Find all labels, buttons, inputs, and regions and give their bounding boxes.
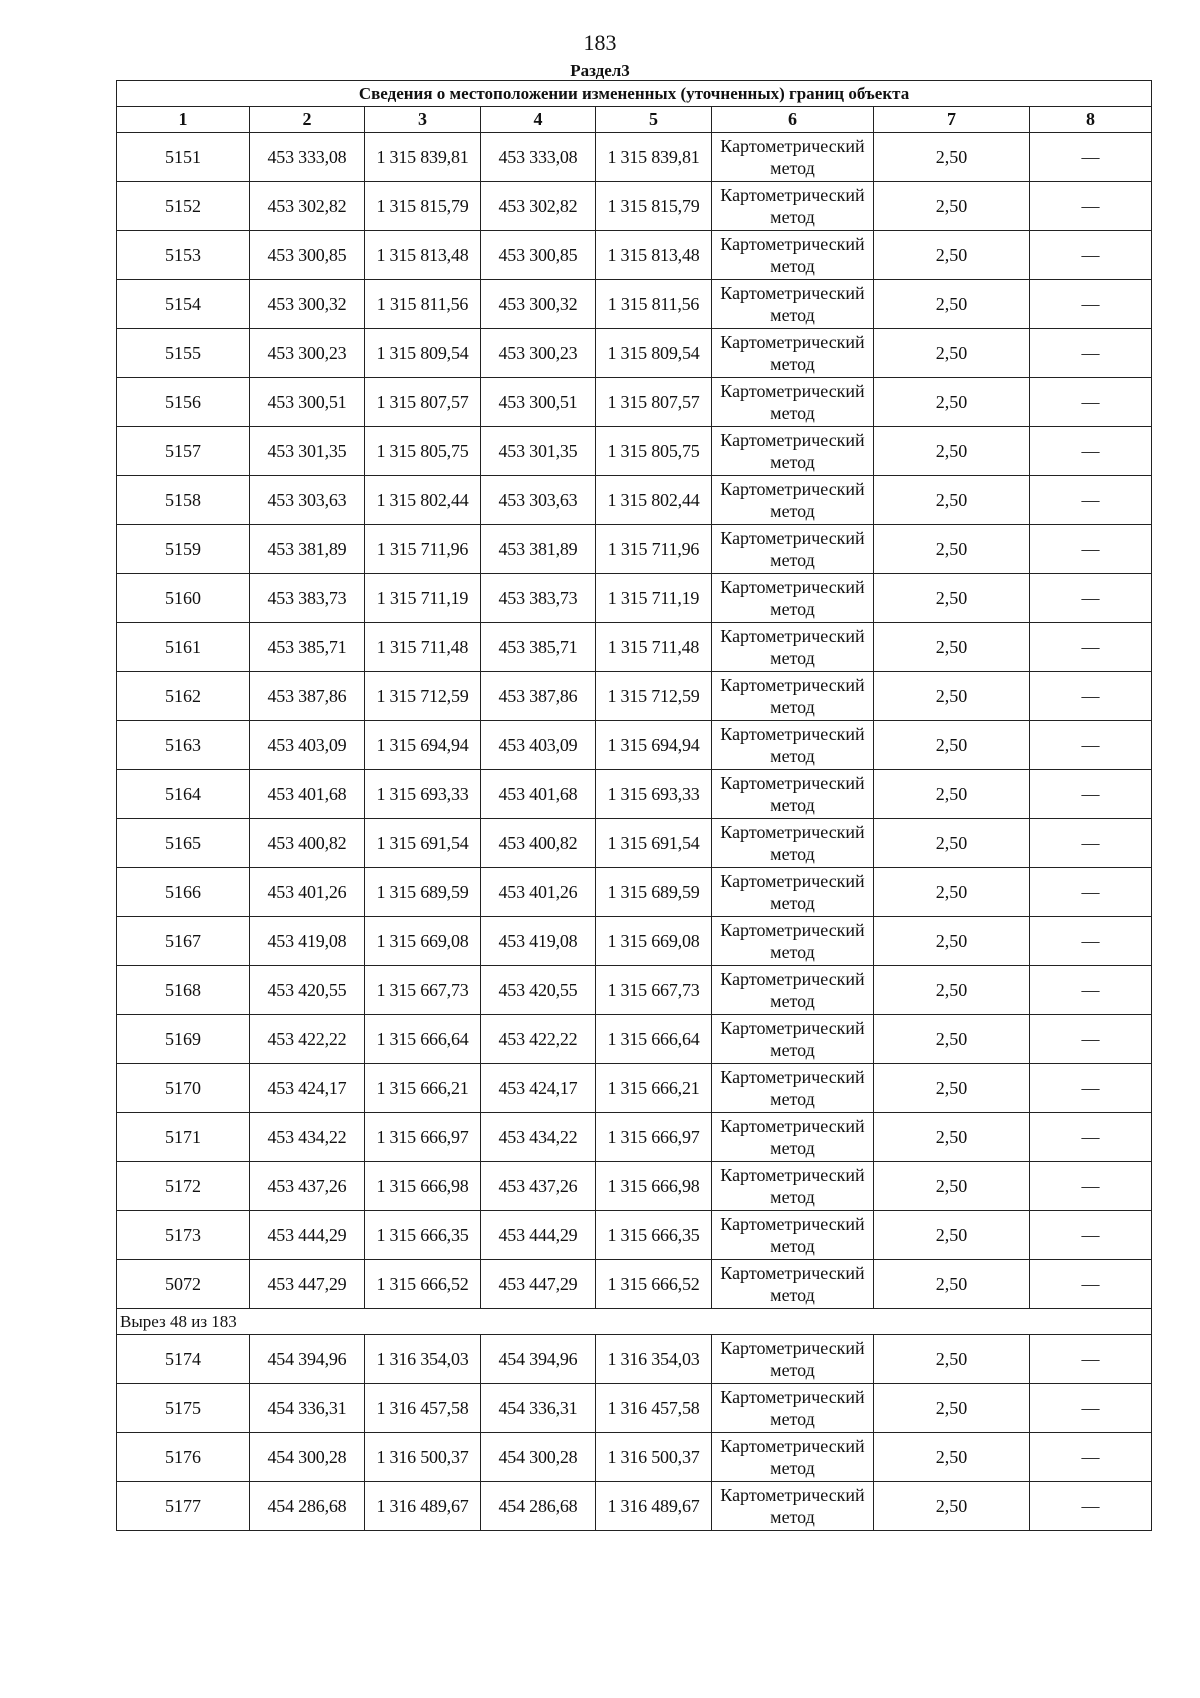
- method-cell: Картометрический метод: [712, 1433, 874, 1482]
- y-coordinate-cell: 1 315 809,54: [365, 329, 481, 378]
- point-number-cell: 5157: [117, 427, 250, 476]
- accuracy-cell: 2,50: [874, 182, 1030, 231]
- point-number-cell: 5151: [117, 133, 250, 182]
- column-header: 8: [1030, 107, 1152, 133]
- x-coordinate-cell: 453 300,51: [250, 378, 365, 427]
- accuracy-cell: 2,50: [874, 476, 1030, 525]
- method-cell: Картометрический метод: [712, 525, 874, 574]
- x-coordinate-new-cell: 453 300,32: [481, 280, 596, 329]
- x-coordinate-new-cell: 453 419,08: [481, 917, 596, 966]
- x-coordinate-cell: 453 300,23: [250, 329, 365, 378]
- note-cell: —: [1030, 329, 1152, 378]
- table-row: [117, 329, 1152, 378]
- accuracy-cell: 2,50: [874, 1384, 1030, 1433]
- section-title: Раздел3: [570, 61, 630, 80]
- method-cell: Картометрический метод: [712, 1482, 874, 1531]
- x-coordinate-cell: 454 286,68: [250, 1482, 365, 1531]
- x-coordinate-cell: 453 420,55: [250, 966, 365, 1015]
- column-header: 5: [596, 107, 712, 133]
- table-row: [117, 476, 1152, 525]
- table-row: [117, 231, 1152, 280]
- x-coordinate-new-cell: 453 420,55: [481, 966, 596, 1015]
- x-coordinate-cell: 453 444,29: [250, 1211, 365, 1260]
- column-header: 7: [874, 107, 1030, 133]
- table-row: [117, 427, 1152, 476]
- column-header: 3: [365, 107, 481, 133]
- y-coordinate-new-cell: 1 316 500,37: [596, 1433, 712, 1482]
- x-coordinate-new-cell: 453 303,63: [481, 476, 596, 525]
- accuracy-cell: 2,50: [874, 623, 1030, 672]
- column-header: 4: [481, 107, 596, 133]
- method-cell: Картометрический метод: [712, 231, 874, 280]
- method-cell: Картометрический метод: [712, 623, 874, 672]
- page-number: 183: [583, 30, 617, 55]
- column-header-row: [117, 107, 1152, 133]
- accuracy-cell: 2,50: [874, 1211, 1030, 1260]
- point-number-cell: 5164: [117, 770, 250, 819]
- note-cell: —: [1030, 378, 1152, 427]
- y-coordinate-cell: 1 316 489,67: [365, 1482, 481, 1531]
- note-cell: —: [1030, 574, 1152, 623]
- x-coordinate-new-cell: 453 401,26: [481, 868, 596, 917]
- y-coordinate-new-cell: 1 315 711,19: [596, 574, 712, 623]
- note-cell: —: [1030, 1335, 1152, 1384]
- x-coordinate-new-cell: 453 333,08: [481, 133, 596, 182]
- accuracy-cell: 2,50: [874, 917, 1030, 966]
- table-row: [117, 1482, 1152, 1531]
- x-coordinate-new-cell: 453 385,71: [481, 623, 596, 672]
- y-coordinate-new-cell: 1 315 666,64: [596, 1015, 712, 1064]
- y-coordinate-cell: 1 315 666,97: [365, 1113, 481, 1162]
- table-row: [117, 1260, 1152, 1309]
- x-coordinate-cell: 454 300,28: [250, 1433, 365, 1482]
- column-header: 2: [250, 107, 365, 133]
- table-body-group-2: [117, 1335, 1152, 1531]
- x-coordinate-cell: 454 336,31: [250, 1384, 365, 1433]
- y-coordinate-cell: 1 315 711,48: [365, 623, 481, 672]
- x-coordinate-new-cell: 453 302,82: [481, 182, 596, 231]
- point-number-cell: 5161: [117, 623, 250, 672]
- x-coordinate-cell: 453 301,35: [250, 427, 365, 476]
- method-cell: Картометрический метод: [712, 1335, 874, 1384]
- x-coordinate-cell: 453 385,71: [250, 623, 365, 672]
- note-cell: —: [1030, 1211, 1152, 1260]
- y-coordinate-cell: 1 315 669,08: [365, 917, 481, 966]
- table-row: [117, 1384, 1152, 1433]
- table-row: [117, 966, 1152, 1015]
- y-coordinate-cell: 1 315 805,75: [365, 427, 481, 476]
- x-coordinate-new-cell: 453 300,23: [481, 329, 596, 378]
- table-caption: Сведения о местоположении измененных (уточненных) границ объекта: [117, 81, 1152, 107]
- y-coordinate-new-cell: 1 316 457,58: [596, 1384, 712, 1433]
- y-coordinate-cell: 1 315 666,98: [365, 1162, 481, 1211]
- y-coordinate-cell: 1 315 693,33: [365, 770, 481, 819]
- x-coordinate-new-cell: 453 387,86: [481, 672, 596, 721]
- y-coordinate-cell: 1 316 500,37: [365, 1433, 481, 1482]
- y-coordinate-new-cell: 1 315 666,97: [596, 1113, 712, 1162]
- note-cell: —: [1030, 721, 1152, 770]
- point-number-cell: 5177: [117, 1482, 250, 1531]
- table-row: [117, 1064, 1152, 1113]
- x-coordinate-cell: 453 300,32: [250, 280, 365, 329]
- note-cell: —: [1030, 1433, 1152, 1482]
- subheading-row: [117, 1309, 1152, 1335]
- method-cell: Картометрический метод: [712, 1162, 874, 1211]
- point-number-cell: 5162: [117, 672, 250, 721]
- x-coordinate-cell: 453 303,63: [250, 476, 365, 525]
- point-number-cell: 5174: [117, 1335, 250, 1384]
- y-coordinate-cell: 1 315 802,44: [365, 476, 481, 525]
- y-coordinate-cell: 1 315 667,73: [365, 966, 481, 1015]
- accuracy-cell: 2,50: [874, 378, 1030, 427]
- note-cell: —: [1030, 427, 1152, 476]
- x-coordinate-new-cell: 453 403,09: [481, 721, 596, 770]
- x-coordinate-new-cell: 453 381,89: [481, 525, 596, 574]
- x-coordinate-cell: 453 403,09: [250, 721, 365, 770]
- table-row: [117, 1162, 1152, 1211]
- table-row: [117, 1433, 1152, 1482]
- y-coordinate-cell: 1 316 457,58: [365, 1384, 481, 1433]
- point-number-cell: 5152: [117, 182, 250, 231]
- accuracy-cell: 2,50: [874, 574, 1030, 623]
- subheading-body: [117, 1309, 1152, 1335]
- x-coordinate-cell: 453 333,08: [250, 133, 365, 182]
- x-coordinate-cell: 453 422,22: [250, 1015, 365, 1064]
- note-cell: —: [1030, 770, 1152, 819]
- point-number-cell: 5153: [117, 231, 250, 280]
- note-cell: —: [1030, 917, 1152, 966]
- y-coordinate-new-cell: 1 315 666,35: [596, 1211, 712, 1260]
- y-coordinate-new-cell: 1 316 354,03: [596, 1335, 712, 1384]
- point-number-cell: 5176: [117, 1433, 250, 1482]
- point-number-cell: 5160: [117, 574, 250, 623]
- method-cell: Картометрический метод: [712, 819, 874, 868]
- x-coordinate-new-cell: 453 447,29: [481, 1260, 596, 1309]
- y-coordinate-cell: 1 315 815,79: [365, 182, 481, 231]
- method-cell: Картометрический метод: [712, 476, 874, 525]
- table-row: [117, 819, 1152, 868]
- x-coordinate-new-cell: 453 300,51: [481, 378, 596, 427]
- method-cell: Картометрический метод: [712, 133, 874, 182]
- x-coordinate-cell: 453 447,29: [250, 1260, 365, 1309]
- table-row: [117, 182, 1152, 231]
- y-coordinate-new-cell: 1 315 839,81: [596, 133, 712, 182]
- method-cell: Картометрический метод: [712, 574, 874, 623]
- note-cell: —: [1030, 476, 1152, 525]
- accuracy-cell: 2,50: [874, 525, 1030, 574]
- method-cell: Картометрический метод: [712, 868, 874, 917]
- table-row: [117, 525, 1152, 574]
- accuracy-cell: 2,50: [874, 1433, 1030, 1482]
- y-coordinate-new-cell: 1 315 811,56: [596, 280, 712, 329]
- y-coordinate-new-cell: 1 315 802,44: [596, 476, 712, 525]
- y-coordinate-cell: 1 315 694,94: [365, 721, 481, 770]
- point-number-cell: 5168: [117, 966, 250, 1015]
- method-cell: Картометрический метод: [712, 1260, 874, 1309]
- table-body-group-1: [117, 133, 1152, 1309]
- x-coordinate-cell: 453 401,26: [250, 868, 365, 917]
- y-coordinate-new-cell: 1 315 694,94: [596, 721, 712, 770]
- accuracy-cell: 2,50: [874, 231, 1030, 280]
- accuracy-cell: 2,50: [874, 133, 1030, 182]
- y-coordinate-new-cell: 1 315 711,48: [596, 623, 712, 672]
- method-cell: Картометрический метод: [712, 770, 874, 819]
- note-cell: —: [1030, 133, 1152, 182]
- note-cell: —: [1030, 868, 1152, 917]
- y-coordinate-new-cell: 1 316 489,67: [596, 1482, 712, 1531]
- note-cell: —: [1030, 1162, 1152, 1211]
- y-coordinate-cell: 1 315 807,57: [365, 378, 481, 427]
- method-cell: Картометрический метод: [712, 1211, 874, 1260]
- note-cell: —: [1030, 672, 1152, 721]
- y-coordinate-new-cell: 1 315 689,59: [596, 868, 712, 917]
- x-coordinate-cell: 453 401,68: [250, 770, 365, 819]
- method-cell: Картометрический метод: [712, 721, 874, 770]
- accuracy-cell: 2,50: [874, 280, 1030, 329]
- table-row: [117, 770, 1152, 819]
- point-number-cell: 5173: [117, 1211, 250, 1260]
- x-coordinate-new-cell: 453 400,82: [481, 819, 596, 868]
- table-row: [117, 623, 1152, 672]
- x-coordinate-cell: 453 419,08: [250, 917, 365, 966]
- accuracy-cell: 2,50: [874, 966, 1030, 1015]
- method-cell: Картометрический метод: [712, 378, 874, 427]
- method-cell: Картометрический метод: [712, 672, 874, 721]
- y-coordinate-new-cell: 1 315 669,08: [596, 917, 712, 966]
- x-coordinate-cell: 453 383,73: [250, 574, 365, 623]
- note-cell: —: [1030, 1015, 1152, 1064]
- x-coordinate-new-cell: 453 437,26: [481, 1162, 596, 1211]
- x-coordinate-new-cell: 454 300,28: [481, 1433, 596, 1482]
- point-number-cell: 5175: [117, 1384, 250, 1433]
- accuracy-cell: 2,50: [874, 770, 1030, 819]
- accuracy-cell: 2,50: [874, 721, 1030, 770]
- x-coordinate-new-cell: 453 422,22: [481, 1015, 596, 1064]
- point-number-cell: 5172: [117, 1162, 250, 1211]
- note-cell: —: [1030, 1260, 1152, 1309]
- table-row: [117, 1211, 1152, 1260]
- note-cell: —: [1030, 525, 1152, 574]
- note-cell: —: [1030, 1482, 1152, 1531]
- table-row: [117, 868, 1152, 917]
- x-coordinate-new-cell: 454 336,31: [481, 1384, 596, 1433]
- x-coordinate-new-cell: 453 301,35: [481, 427, 596, 476]
- method-cell: Картометрический метод: [712, 280, 874, 329]
- x-coordinate-new-cell: 453 401,68: [481, 770, 596, 819]
- table-row: [117, 378, 1152, 427]
- note-cell: —: [1030, 182, 1152, 231]
- accuracy-cell: 2,50: [874, 1335, 1030, 1384]
- table-row: [117, 280, 1152, 329]
- x-coordinate-cell: 453 387,86: [250, 672, 365, 721]
- point-number-cell: 5156: [117, 378, 250, 427]
- point-number-cell: 5171: [117, 1113, 250, 1162]
- y-coordinate-cell: 1 315 813,48: [365, 231, 481, 280]
- accuracy-cell: 2,50: [874, 1482, 1030, 1531]
- y-coordinate-cell: 1 315 811,56: [365, 280, 481, 329]
- y-coordinate-new-cell: 1 315 813,48: [596, 231, 712, 280]
- table-row: [117, 574, 1152, 623]
- method-cell: Картометрический метод: [712, 917, 874, 966]
- y-coordinate-cell: 1 315 666,64: [365, 1015, 481, 1064]
- y-coordinate-cell: 1 315 839,81: [365, 133, 481, 182]
- accuracy-cell: 2,50: [874, 1015, 1030, 1064]
- note-cell: —: [1030, 280, 1152, 329]
- accuracy-cell: 2,50: [874, 868, 1030, 917]
- subheading: Вырез 48 из 183: [117, 1309, 1152, 1335]
- method-cell: Картометрический метод: [712, 1064, 874, 1113]
- x-coordinate-new-cell: 453 444,29: [481, 1211, 596, 1260]
- method-cell: Картометрический метод: [712, 182, 874, 231]
- x-coordinate-new-cell: 453 383,73: [481, 574, 596, 623]
- x-coordinate-cell: 454 394,96: [250, 1335, 365, 1384]
- y-coordinate-new-cell: 1 315 712,59: [596, 672, 712, 721]
- x-coordinate-new-cell: 453 424,17: [481, 1064, 596, 1113]
- x-coordinate-cell: 453 300,85: [250, 231, 365, 280]
- y-coordinate-new-cell: 1 315 711,96: [596, 525, 712, 574]
- x-coordinate-new-cell: 454 286,68: [481, 1482, 596, 1531]
- y-coordinate-new-cell: 1 315 807,57: [596, 378, 712, 427]
- x-coordinate-cell: 453 434,22: [250, 1113, 365, 1162]
- column-header: 1: [117, 107, 250, 133]
- table-row: [117, 1335, 1152, 1384]
- method-cell: Картометрический метод: [712, 1015, 874, 1064]
- point-number-cell: 5167: [117, 917, 250, 966]
- y-coordinate-cell: 1 315 691,54: [365, 819, 481, 868]
- y-coordinate-cell: 1 315 711,96: [365, 525, 481, 574]
- accuracy-cell: 2,50: [874, 1162, 1030, 1211]
- note-cell: —: [1030, 819, 1152, 868]
- point-number-cell: 5165: [117, 819, 250, 868]
- point-number-cell: 5158: [117, 476, 250, 525]
- table-row: [117, 1113, 1152, 1162]
- x-coordinate-cell: 453 400,82: [250, 819, 365, 868]
- point-number-cell: 5163: [117, 721, 250, 770]
- y-coordinate-new-cell: 1 315 666,98: [596, 1162, 712, 1211]
- y-coordinate-cell: 1 315 666,21: [365, 1064, 481, 1113]
- y-coordinate-cell: 1 315 666,52: [365, 1260, 481, 1309]
- note-cell: —: [1030, 623, 1152, 672]
- y-coordinate-new-cell: 1 315 666,21: [596, 1064, 712, 1113]
- accuracy-cell: 2,50: [874, 1113, 1030, 1162]
- column-header: 6: [712, 107, 874, 133]
- y-coordinate-cell: 1 315 711,19: [365, 574, 481, 623]
- y-coordinate-cell: 1 315 689,59: [365, 868, 481, 917]
- point-number-cell: 5169: [117, 1015, 250, 1064]
- point-number-cell: 5155: [117, 329, 250, 378]
- table-row: [117, 1015, 1152, 1064]
- table-row: [117, 133, 1152, 182]
- point-number-cell: 5170: [117, 1064, 250, 1113]
- x-coordinate-new-cell: 453 300,85: [481, 231, 596, 280]
- method-cell: Картометрический метод: [712, 329, 874, 378]
- y-coordinate-cell: 1 316 354,03: [365, 1335, 481, 1384]
- point-number-cell: 5166: [117, 868, 250, 917]
- x-coordinate-cell: 453 424,17: [250, 1064, 365, 1113]
- y-coordinate-new-cell: 1 315 691,54: [596, 819, 712, 868]
- y-coordinate-new-cell: 1 315 805,75: [596, 427, 712, 476]
- y-coordinate-new-cell: 1 315 693,33: [596, 770, 712, 819]
- coordinates-table: [116, 80, 1152, 1531]
- accuracy-cell: 2,50: [874, 819, 1030, 868]
- point-number-cell: 5159: [117, 525, 250, 574]
- method-cell: Картометрический метод: [712, 427, 874, 476]
- table-row: [117, 721, 1152, 770]
- table-row: [117, 917, 1152, 966]
- y-coordinate-cell: 1 315 666,35: [365, 1211, 481, 1260]
- y-coordinate-new-cell: 1 315 667,73: [596, 966, 712, 1015]
- accuracy-cell: 2,50: [874, 427, 1030, 476]
- method-cell: Картометрический метод: [712, 966, 874, 1015]
- note-cell: —: [1030, 966, 1152, 1015]
- accuracy-cell: 2,50: [874, 329, 1030, 378]
- note-cell: —: [1030, 1113, 1152, 1162]
- x-coordinate-new-cell: 454 394,96: [481, 1335, 596, 1384]
- x-coordinate-new-cell: 453 434,22: [481, 1113, 596, 1162]
- note-cell: —: [1030, 1064, 1152, 1113]
- y-coordinate-new-cell: 1 315 809,54: [596, 329, 712, 378]
- x-coordinate-cell: 453 437,26: [250, 1162, 365, 1211]
- x-coordinate-cell: 453 381,89: [250, 525, 365, 574]
- method-cell: Картометрический метод: [712, 1384, 874, 1433]
- point-number-cell: 5154: [117, 280, 250, 329]
- accuracy-cell: 2,50: [874, 1064, 1030, 1113]
- point-number-cell: 5072: [117, 1260, 250, 1309]
- method-cell: Картометрический метод: [712, 1113, 874, 1162]
- x-coordinate-cell: 453 302,82: [250, 182, 365, 231]
- accuracy-cell: 2,50: [874, 672, 1030, 721]
- note-cell: —: [1030, 1384, 1152, 1433]
- table-row: [117, 672, 1152, 721]
- y-coordinate-cell: 1 315 712,59: [365, 672, 481, 721]
- note-cell: —: [1030, 231, 1152, 280]
- y-coordinate-new-cell: 1 315 815,79: [596, 182, 712, 231]
- accuracy-cell: 2,50: [874, 1260, 1030, 1309]
- y-coordinate-new-cell: 1 315 666,52: [596, 1260, 712, 1309]
